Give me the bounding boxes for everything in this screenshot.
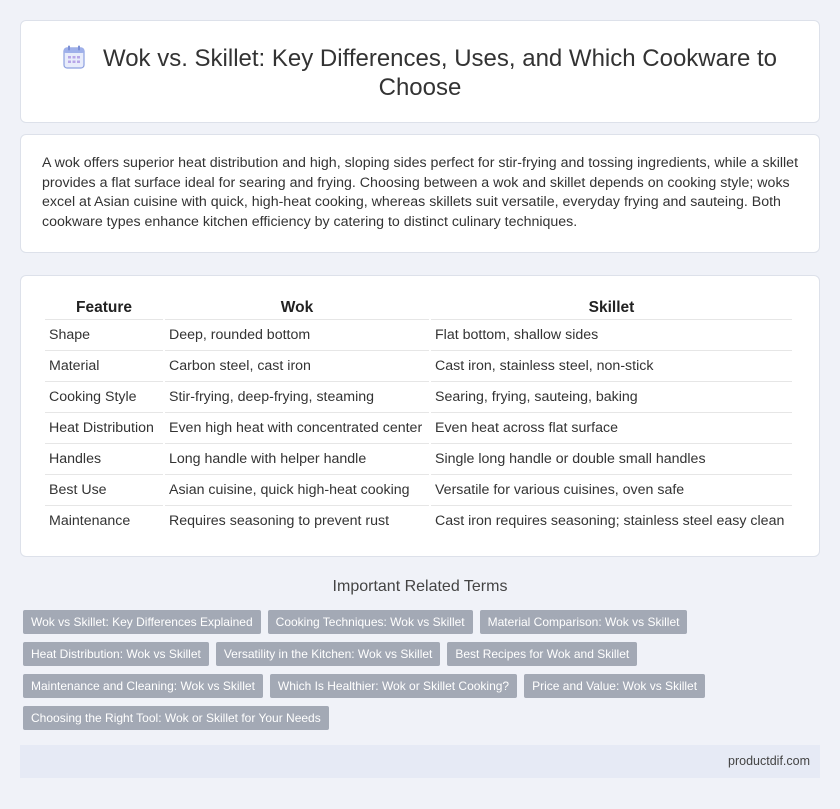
related-tag[interactable]: Maintenance and Cleaning: Wok vs Skillet (23, 674, 263, 698)
intro-paragraph: A wok offers superior heat distribution and high, sloping sides perfect for stir-frying and tossing ingredients, while a skillet provides a flat surface ideal for searing and frying. Choosing between a wok and skillet depends on cooking style; woks excel at Asian cuisine with quick, high-heat cooking, whereas skillets suit versatile, everyday frying and sauteing. Both cookware types enhance kitchen efficiency by catering to distinct culinary techniques. (42, 155, 799, 230)
tag-row (23, 674, 723, 698)
comparison-card (20, 275, 820, 557)
column-header-feature: Feature (76, 299, 132, 316)
related-tag[interactable]: Cooking Techniques: Wok vs Skillet (268, 610, 473, 634)
feature-cell: Material (45, 350, 163, 381)
table-row (45, 319, 792, 350)
related-tag[interactable]: Price and Value: Wok vs Skillet (524, 674, 705, 698)
feature-cell: Maintenance (45, 505, 163, 536)
skillet-cell: Single long handle or double small handles (431, 443, 792, 474)
table-header-row (45, 295, 792, 319)
wok-cell: Stir-frying, deep-frying, steaming (165, 381, 429, 412)
intro-card (20, 134, 820, 253)
related-tag[interactable]: Wok vs Skillet: Key Differences Explained (23, 610, 261, 634)
wok-cell: Carbon steel, cast iron (165, 350, 429, 381)
page-title-text: Wok vs. Skillet: Key Differences, Uses, and Which Cookware to Choose (102, 45, 778, 101)
feature-cell: Handles (45, 443, 163, 474)
tag-row (23, 642, 723, 666)
table-row (45, 412, 792, 443)
feature-cell: Cooking Style (45, 381, 163, 412)
skillet-cell: Cast iron, stainless steel, non-stick (431, 350, 792, 381)
wok-cell: Requires seasoning to prevent rust (165, 505, 429, 536)
related-tag[interactable]: Heat Distribution: Wok vs Skillet (23, 642, 209, 666)
wok-cell: Long handle with helper handle (165, 443, 429, 474)
skillet-cell: Even heat across flat surface (431, 412, 792, 443)
column-header-skillet: Skillet (588, 299, 635, 316)
table-row (45, 350, 792, 381)
skillet-cell: Versatile for various cuisines, oven safe (431, 474, 792, 505)
related-tag[interactable]: Best Recipes for Wok and Skillet (447, 642, 637, 666)
feature-cell: Heat Distribution (45, 412, 163, 443)
feature-cell: Best Use (45, 474, 163, 505)
wok-cell: Even high heat with concentrated center (165, 412, 429, 443)
skillet-cell: Flat bottom, shallow sides (431, 319, 792, 350)
feature-cell: Shape (45, 319, 163, 350)
header-card (20, 20, 820, 123)
wok-cell: Asian cuisine, quick high-heat cooking (165, 474, 429, 505)
related-terms-tags (23, 610, 723, 738)
footer-site-name: productdif.com (728, 754, 810, 768)
related-tag[interactable]: Choosing the Right Tool: Wok or Skillet for Your Needs (23, 706, 329, 730)
comparison-table (43, 295, 794, 536)
table-row (45, 505, 792, 536)
related-tag[interactable]: Material Comparison: Wok vs Skillet (480, 610, 688, 634)
page-title (61, 44, 779, 102)
table-row (45, 474, 792, 505)
table-row (45, 443, 792, 474)
footer (20, 745, 820, 778)
column-header-wok: Wok (280, 299, 314, 316)
tag-row (23, 706, 723, 730)
tag-row (23, 610, 723, 634)
calendar-icon (63, 45, 85, 69)
skillet-cell: Cast iron requires seasoning; stainless steel easy clean (431, 505, 792, 536)
related-terms-heading: Important Related Terms (332, 578, 508, 595)
wok-cell: Deep, rounded bottom (165, 319, 429, 350)
related-tag[interactable]: Versatility in the Kitchen: Wok vs Skillet (216, 642, 441, 666)
related-tag[interactable]: Which Is Healthier: Wok or Skillet Cooking? (270, 674, 517, 698)
skillet-cell: Searing, frying, sauteing, baking (431, 381, 792, 412)
table-row (45, 381, 792, 412)
